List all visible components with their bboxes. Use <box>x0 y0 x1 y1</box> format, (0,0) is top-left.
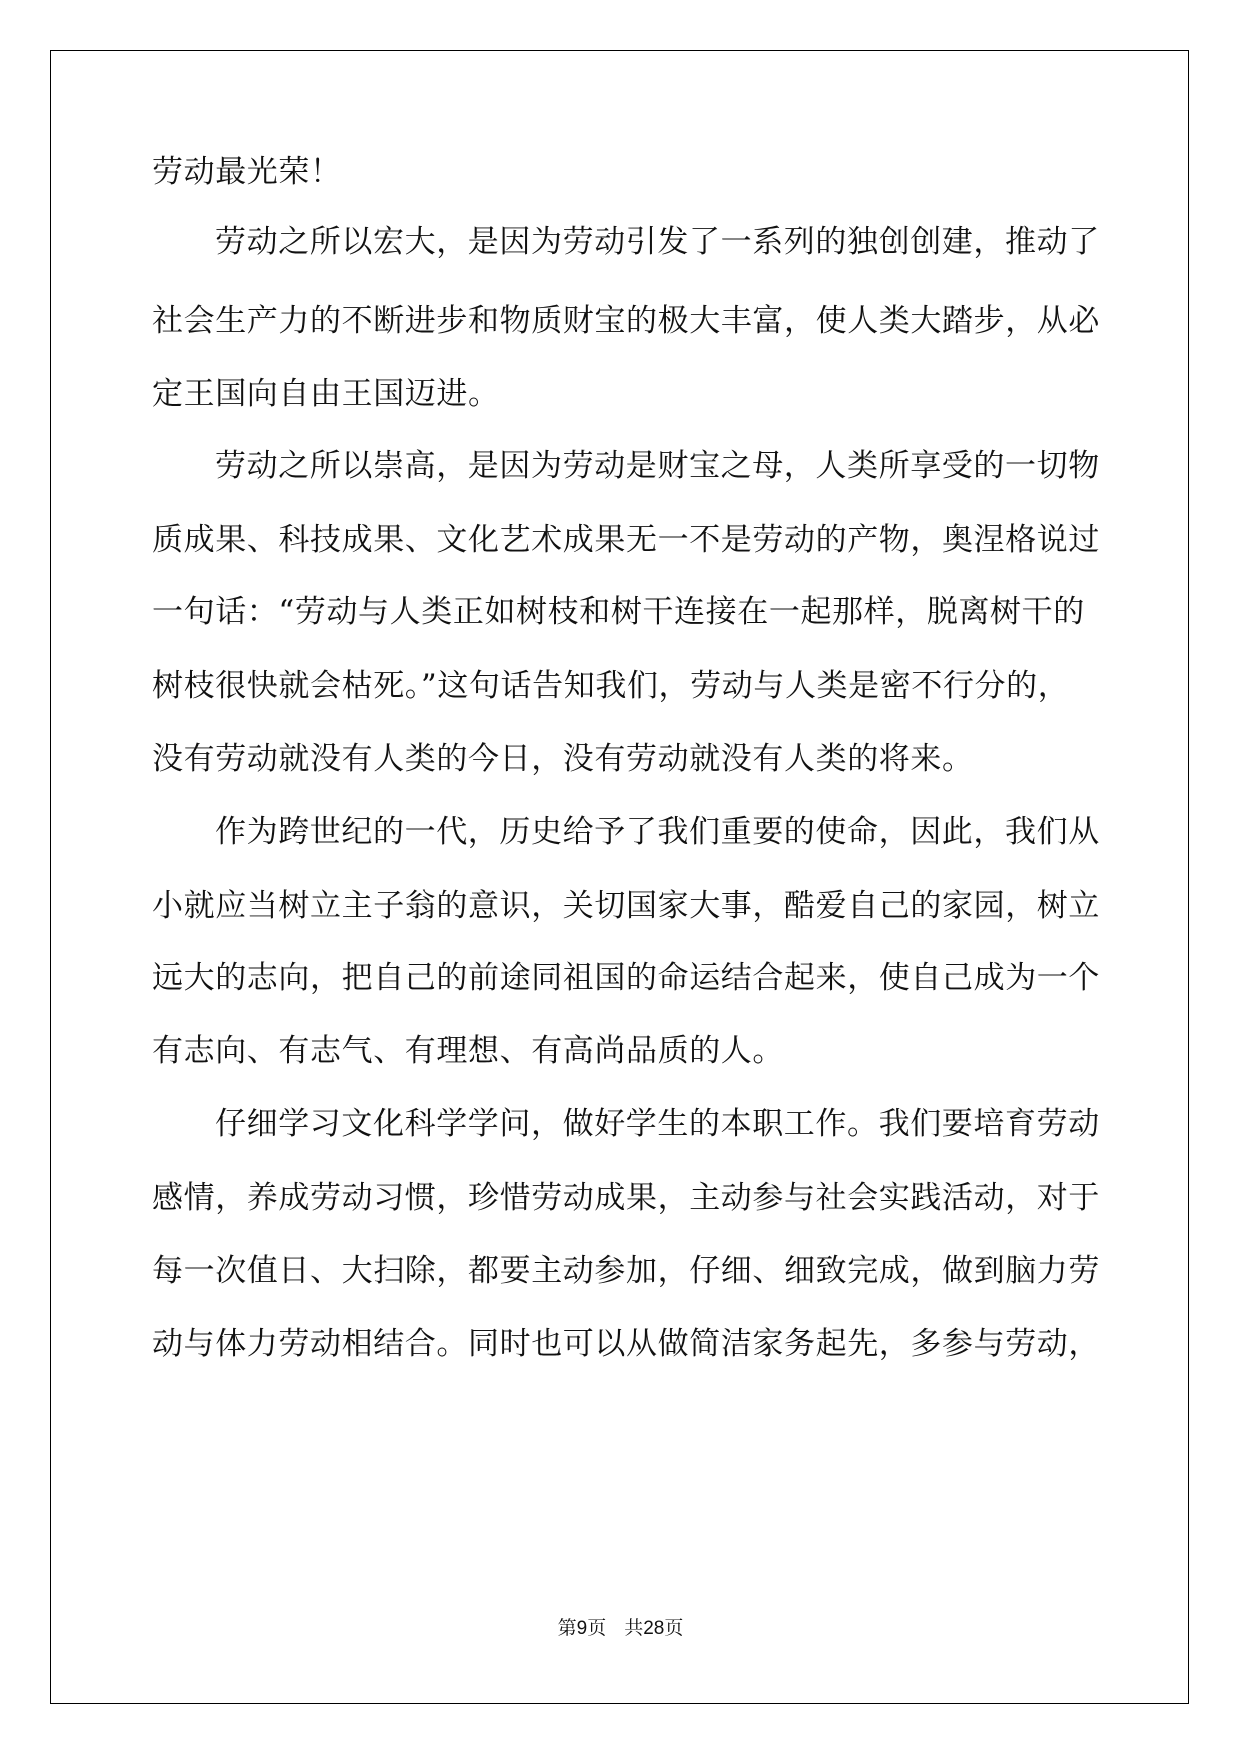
text-line: 远大的志向，把自己的前途同祖国的命运结合起来，使自己成为一个 <box>152 960 1100 996</box>
paragraph-first-line: 仔细学习文化科学学问，做好学生的本职工作。我们要培育劳动 <box>215 1106 1100 1142</box>
text-line: 一句话：“劳动与人类正如树枝和树干连接在一起那样，脱离树干的 <box>152 594 1085 630</box>
text-line: 树枝很快就会枯死。”这句话告知我们，劳动与人类是密不行分的， <box>152 668 1070 704</box>
paragraph-first-line: 劳动之所以崇高，是因为劳动是财宝之母，人类所享受的一切物 <box>215 448 1100 484</box>
paragraph-first-line: 劳动之所以宏大，是因为劳动引发了一系列的独创创建，推动了 <box>215 224 1100 260</box>
text-line: 感情，养成劳动习惯，珍惜劳动成果，主动参与社会实践活动，对于 <box>152 1180 1100 1216</box>
text-line: 劳动最光荣！ <box>152 154 342 190</box>
text-line: 定王国向自由王国迈进。 <box>152 376 500 412</box>
text-line: 每一次值日、大扫除，都要主动参加，仔细、细致完成，做到脑力劳 <box>152 1253 1100 1289</box>
text-line: 质成果、科技成果、文化艺术成果无一不是劳动的产物，奥涅格说过 <box>152 522 1100 558</box>
page-number: 9 <box>576 1618 588 1639</box>
text-line: 有志向、有志气、有理想、有高尚品质的人。 <box>152 1033 784 1069</box>
paragraph-first-line: 作为跨世纪的一代，历史给予了我们重要的使命，因此，我们从 <box>215 814 1100 850</box>
page-footer <box>0 1613 1241 1640</box>
page-suffix: 页 <box>587 1617 607 1639</box>
text-line: 社会生产力的不断进步和物质财宝的极大丰富，使人类大踏步，从必 <box>152 303 1100 339</box>
total-pages: 28 <box>643 1618 665 1639</box>
total-suffix: 页 <box>664 1617 684 1639</box>
text-line: 小就应当树立主子翁的意识，关切国家大事，酷爱自己的家园，树立 <box>152 888 1100 924</box>
text-line: 没有劳动就没有人类的今日，没有劳动就没有人类的将来。 <box>152 741 974 777</box>
text-line: 动与体力劳动相结合。同时也可以从做简洁家务起先，多参与劳动， <box>152 1326 1100 1362</box>
total-prefix: 共 <box>624 1617 644 1639</box>
page-prefix: 第 <box>557 1617 577 1639</box>
